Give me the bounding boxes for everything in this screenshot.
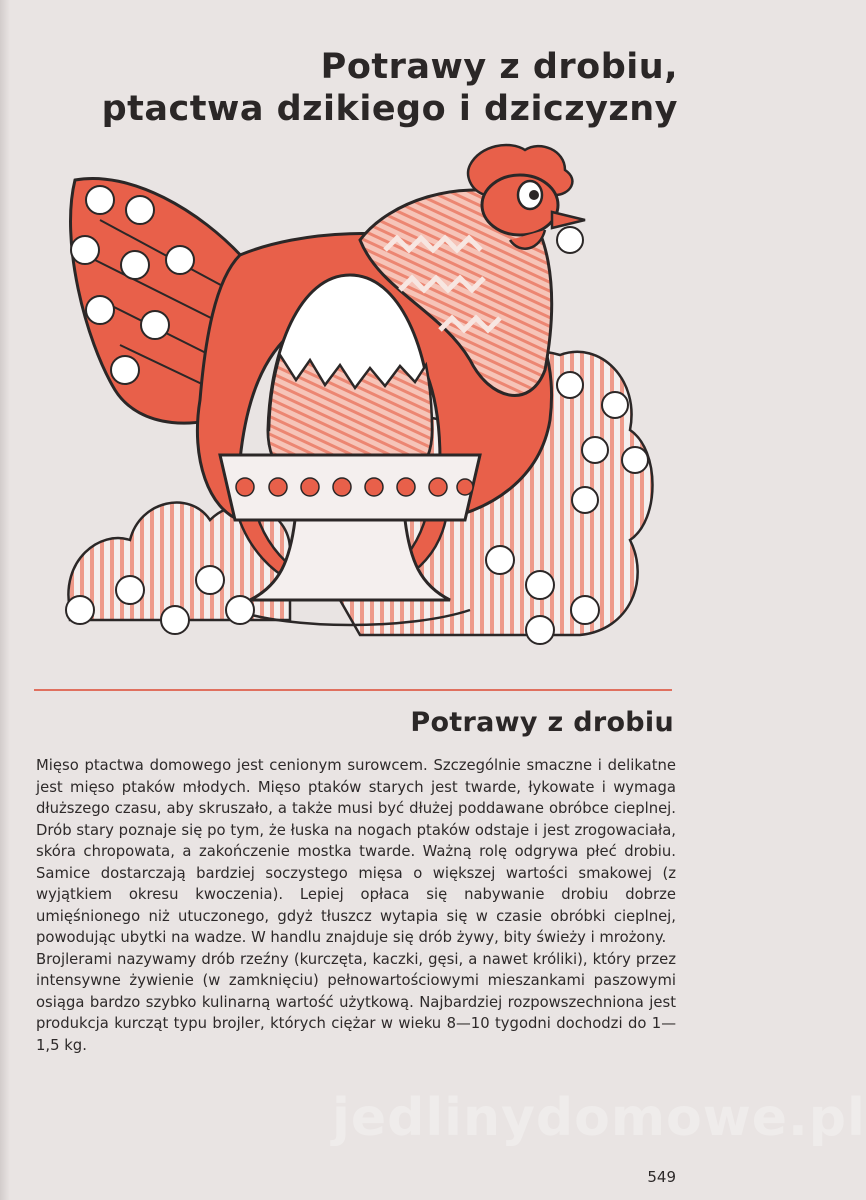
chapter-title-line-1: Potrawy z drobiu,	[320, 47, 678, 87]
body-paragraph-1: Mięso ptactwa domowego jest cenionym surowcem. Szczególnie smaczne i delikatne jest mięso ptaków młodych. Mięso ptaków starych jest twarde, łykowate i wymaga dłuższego czasu, aby skruszało, a także musi być dłużej poddawane obróbce cieplnej. Drób stary poznaje się po tym, że łuska na nogach ptaków odstaje i jest zrogowaciała, skóra chropowata, a zakończenie mostka twarde. Ważną rolę odgrywa płeć drobiu. Samice dostarczają bardziej soczystego mięsa o większej wartości smakowej (z wyjątkiem okresu kwoczenia). Lepiej opłaca się nabywanie drobiu dobrze umięśnionego niż utuczonego, gdyż tłuszcz wytapia się w czasie obróbki cieplnej, powodując ubytki na wadze. W handlu znajduje się drób żywy, bity świeży i mrożony.	[36, 757, 676, 946]
section-divider	[34, 689, 672, 691]
watermark: jedlinydomowe.pl	[332, 1088, 866, 1148]
chapter-title-line-2: ptactwa dzikiego i dziczyzny	[101, 89, 678, 129]
page-edge-shadow	[0, 0, 10, 1200]
section-title: Potrawy z drobiu	[410, 707, 674, 738]
page-number: 549	[647, 1168, 676, 1186]
chapter-title	[102, 46, 678, 130]
hen-and-egg-illustration	[40, 140, 680, 670]
body-paragraph-2: Brojlerami nazywamy drób rzeźny (kurczęta, kaczki, gęsi, a nawet króliki), który przez intensywne żywienie (w zamknięciu) pełnowartościowymi mieszankami paszowymi osiąga bardzo szybko kulinarną wartość użytkową. Najbardziej rozpowszechniona jest produkcja kurcząt typu brojler, których ciężar w wieku 8—10 tygodni dochodzi do 1—1,5 kg.	[36, 950, 676, 1054]
body-text	[36, 755, 676, 1056]
